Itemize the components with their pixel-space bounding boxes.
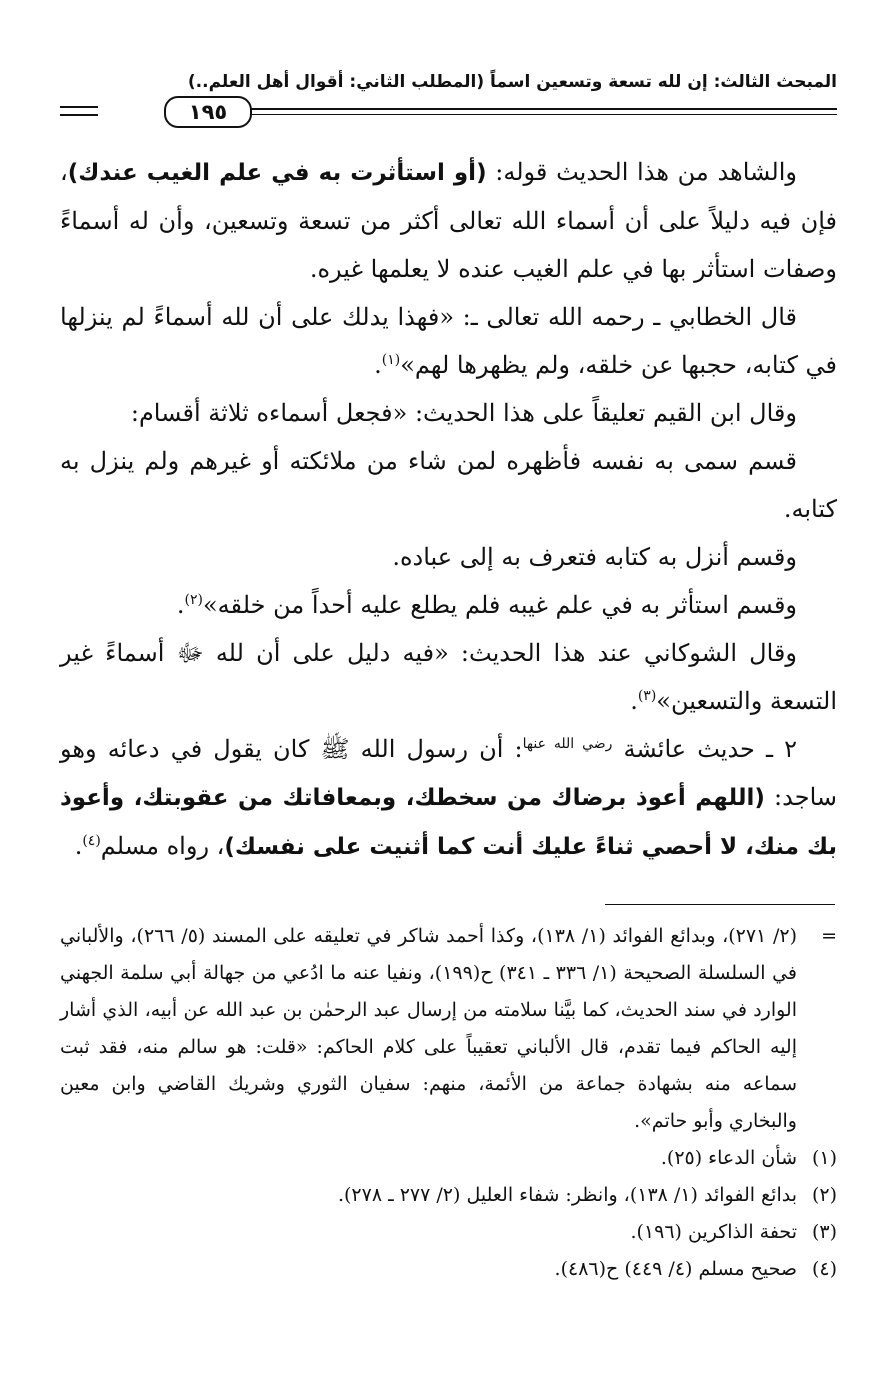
paragraph-1	[60, 148, 837, 293]
p2-text: قال الخطابي ـ رحمه الله تعالى ـ: «فهذا يدلك على أن لله أسماءً لم ينزلها في كتابه، حجبها عن خلقه، ولم يظهرها لهم»	[60, 303, 837, 379]
footnote-number: (٤)	[811, 1258, 837, 1280]
p4-text: قسم سمى به نفسه فأظهره لمن شاء من ملائكته أو غيرهم ولم ينزل به كتابه.	[60, 447, 837, 523]
p8-bold-dua: (اللهم أعوذ برضاك من سخطك، وبمعافاتك من عقوبتك، وأعوذ بك منك، لا أحصي ثناءً عليك أنت كما أثنيت على نفسك)	[60, 785, 837, 860]
footnote-number: (٣)	[811, 1221, 837, 1243]
footnote-ref-1[interactable]: (١)	[381, 352, 401, 368]
header-rule-bar	[60, 96, 837, 128]
p6-end: .	[176, 591, 185, 619]
footnote-3	[60, 1214, 837, 1251]
honorific-glyph-prophet: ﷺ	[320, 735, 350, 763]
honorific-glyph-aisha: رضي الله عنها	[522, 736, 613, 752]
paragraph-8	[60, 725, 837, 871]
footnote-text: شأن الدعاء (٢٥).	[660, 1147, 797, 1169]
p3-text: وقال ابن القيم تعليقاً على هذا الحديث: «فجعل أسماءه ثلاثة أقسام:	[130, 399, 797, 427]
p1-lead: والشاهد من هذا الحديث قوله:	[486, 158, 797, 186]
p2-end: .	[374, 351, 382, 379]
running-header: المبحث الثالث: إن لله تسعة وتسعين اسماً (المطلب الثاني: أقوال أهل العلم..)	[187, 72, 837, 92]
main-text	[60, 148, 837, 871]
footnote-1	[60, 1140, 837, 1177]
footnote-number: (٢)	[811, 1184, 837, 1206]
paragraph-6	[60, 581, 837, 629]
footnote-ref-2[interactable]: (٢)	[184, 592, 203, 608]
footnote-4	[60, 1251, 837, 1288]
header-rule-thin	[250, 114, 837, 115]
footnote-separator	[605, 904, 835, 905]
paragraph-4	[60, 437, 837, 533]
footnote-text: صحيح مسلم (٤/ ٤٤٩) ح(٤٨٦).	[554, 1258, 797, 1280]
paragraph-2	[60, 293, 837, 389]
paragraph-7	[60, 629, 837, 725]
paragraph-5	[60, 533, 837, 581]
p8-text-a: ٢ ـ حديث عائشة	[612, 735, 798, 763]
footnote-ref-3[interactable]: (٣)	[637, 688, 657, 704]
p8-end: .	[74, 832, 83, 860]
continuation-text: (٢/ ٢٧١)، وبدائع الفوائد (١/ ١٣٨)، وكذا أحمد شاكر في تعليقه على المسند (٥/ ٢٦٦)، والألباني في السلسلة الصحيحة (١/ ٣٣٦ ـ ٣٤١) ح(١٩٩)، ونفيا عنه ما ادُعي من جهالة أبي سلمة الجهني الوارد في سند الحديث، كما بيَّنا سلامته من إرسال عبد الرحمٰن بن عبد الله عن أبيه، الذي أشار إليه الحاكم فيما تقدم، قال الألباني تعقيباً على كلام الحاكم: «قلت: هو سالم منه، فقد ثبت سماعه منه بشهادة جماعة من الأئمة، منهم: سفيان الثوري وشريك القاضي وابن معين والبخاري وأبو حاتم».	[60, 925, 797, 1132]
p1-rest: ، فإن فيه دليلاً على أن أسماء الله تعالى أكثر من تسعة وتسعين، وأن له أسماءً وصفات استأثر بها في علم الغيب عنده لا يعلمها غيره.	[60, 158, 837, 283]
continuation-mark: =	[821, 925, 837, 947]
left-dash-top	[60, 106, 98, 108]
footnote-number: (١)	[811, 1147, 837, 1169]
footnote-text: تحفة الذاكرين (١٩٦).	[630, 1221, 797, 1243]
p6-text: وقسم استأثر به في علم غيبه فلم يطلع عليه أحداً من خلقه»	[203, 591, 797, 619]
footnote-2	[60, 1177, 837, 1214]
p7-end: .	[630, 687, 638, 715]
p1-bold-quote: (أو استأثرت به في علم الغيب عندك)	[67, 160, 487, 186]
paragraph-3	[60, 389, 837, 437]
p8-text-c: كان يقول في دعائه وهو ساجد:	[60, 735, 837, 811]
honorific-glyph: ﷻ	[176, 639, 204, 667]
p7-text-b: أسماءً غير التسعة والتسعين»	[60, 639, 837, 715]
p7-text-a: وقال الشوكاني عند هذا الحديث: «فيه دليل على أن لله	[203, 639, 797, 667]
footnote-continuation	[60, 918, 837, 1140]
footnotes	[60, 918, 837, 1288]
footnote-ref-4[interactable]: (٤)	[82, 833, 101, 849]
left-dash-bottom	[60, 114, 98, 116]
header-rule-thick	[250, 108, 837, 110]
p5-text: وقسم أنزل به كتابه فتعرف به إلى عباده.	[392, 543, 797, 571]
p8-text-b: : أن رسول الله	[349, 735, 523, 763]
footnote-text: بدائع الفوائد (١/ ١٣٨)، وانظر: شفاء العليل (٢/ ٢٧٧ ـ ٢٧٨).	[337, 1184, 797, 1206]
page-number-badge: ١٩٥	[164, 96, 252, 128]
p8-rest: ، رواه مسلم	[100, 832, 225, 860]
